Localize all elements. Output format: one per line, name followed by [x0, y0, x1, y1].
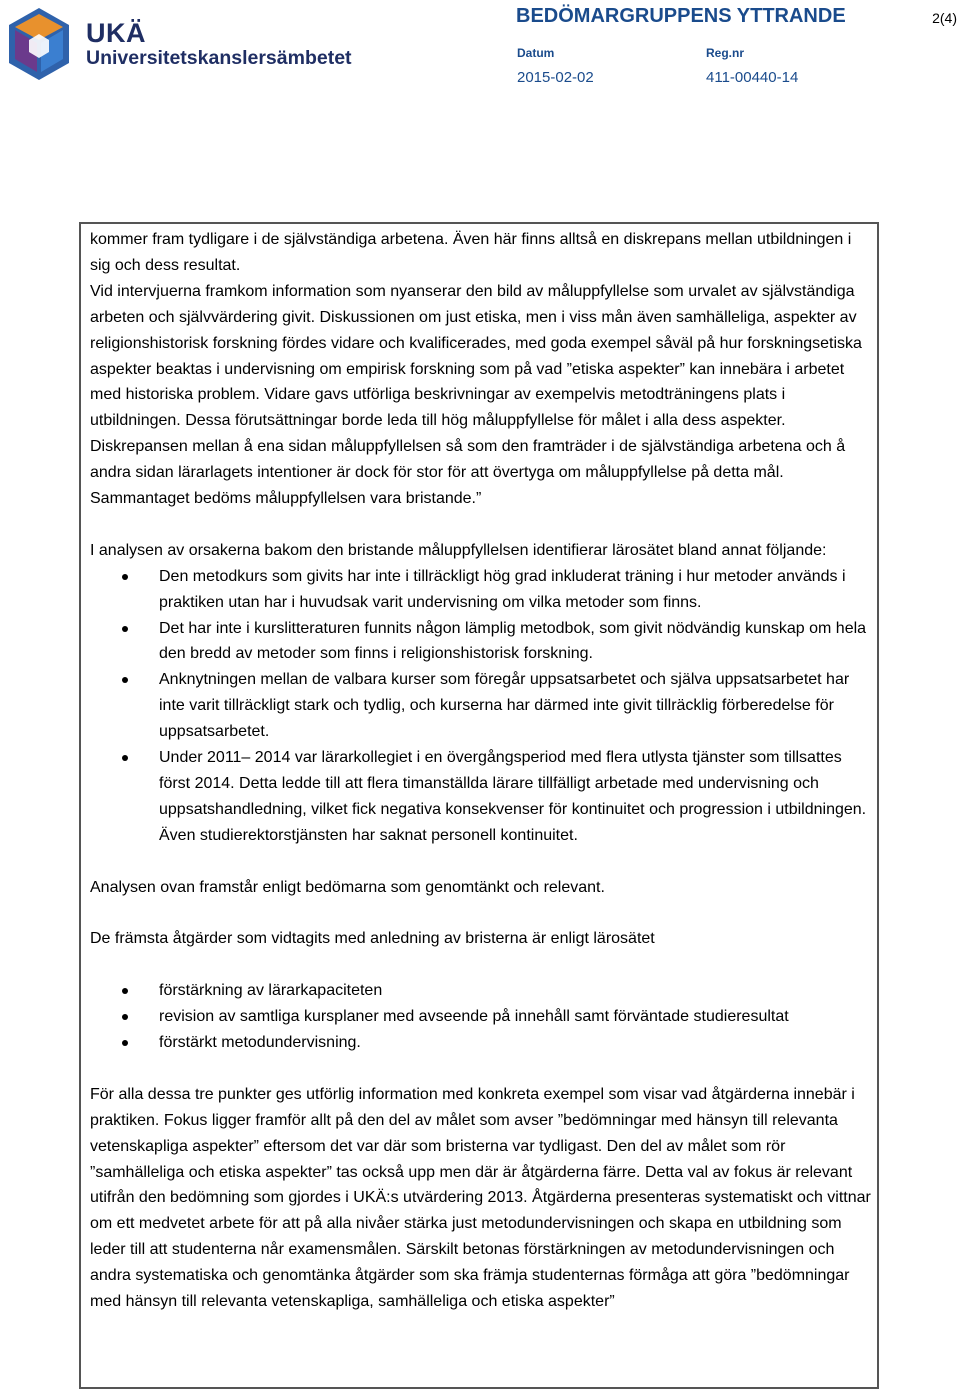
list-item: förstärkt metodundervisning.	[90, 1030, 872, 1056]
paragraph-continuation: kommer fram tydligare i de självständiga arbetena. Även här finns alltså en diskrepans mellan utbildningen i sig och dess resultat.	[90, 231, 852, 274]
date-value: 2015-02-02	[517, 69, 594, 86]
org-abbreviation: UKÄ	[86, 18, 146, 48]
date-label: Datum	[517, 46, 555, 60]
paragraph-analysis-intro: I analysen av orsakerna bakom den bristande måluppfyllelsen identifierar lärosätet bland annat följande:	[90, 541, 827, 559]
list-item: revision av samtliga kursplaner med avseende på innehåll samt förväntade studieresultat	[90, 1004, 872, 1030]
list-item: Anknytningen mellan de valbara kurser som föregår uppsatsarbetet och själva uppsatsarbetet har inte varit tillräckligt stark och tydlig, och kurserna har därmed inte givit tillräcklig förberedelse för uppsatsarbetet.	[90, 667, 872, 745]
list-item: Den metodkurs som givits har inte i tillräckligt hög grad inkluderat träning i hur metoder används i praktiken utan har i huvudsak varit undervisning om vilka metoder som finns.	[90, 564, 872, 616]
org-name: Universitetskanslersämbetet	[86, 47, 352, 69]
list-item: Under 2011– 2014 var lärarkollegiet i en övergångsperiod med flera utlysta tjänster som tillsattes först 2014. Detta ledde till att flera timanställda lärare tillfälligt arbetade med undervisning och uppsatshandledning, vilket fick negativa konsekvenser för kontinuitet och progression i utbildningen. Även studierektorstjänsten har saknat personell kontinuitet.	[90, 745, 872, 849]
document-title: BEDÖMARGRUPPENS YTTRANDE	[516, 5, 846, 27]
measures-list	[90, 978, 872, 1056]
spacer	[90, 952, 872, 978]
document-body	[90, 227, 872, 1315]
list-item: Det har inte i kurslitteraturen funnits någon lämplig metodbok, som givit nödvändig kunskap om hela den bredd av metoder som finns i religionshistorisk forskning.	[90, 616, 872, 668]
uka-cube-logo-icon	[6, 6, 72, 84]
list-item: förstärkning av lärarkapaciteten	[90, 978, 872, 1004]
paragraph-interviews: Vid intervjuerna framkom information som nyanserar den bild av måluppfyllelse som urvalet av självständiga arbeten och självvärdering givit. Diskussionen om just etiska, men i viss mån även samhälleliga, aspekter av religionshistorisk forskning fördes vidare och kvalificerades, med goda exempel såväl på hur forskningsetiska aspekter beaktas i undervisning om empirisk forskning som på vad ”etiska aspekter” kan innebära i arbetet med historiska problem. Vidare gavs utförliga beskrivningar av exempelvis metodträningens plats i utbildningen. Dessa förutsättningar borde leda till hög måluppfyllelse för målet i alla dess aspekter. Diskrepansen mellan å ena sidan måluppfyllelsen så som den framträder i de självständiga arbetena och å andra sidan lärarlagets intentioner är dock för stor för att övertyga om måluppfyllelse på detta mål. Sammantaget bedöms måluppfyllelsen vara bristande.”	[90, 282, 862, 508]
regnr-label: Reg.nr	[706, 46, 745, 60]
regnr-value: 411-00440-14	[706, 69, 799, 86]
paragraph-measures-detail: För alla dessa tre punkter ges utförlig information med konkreta exempel som visar vad åtgärderna innebär i praktiken. Fokus ligger framför allt på den del av målet som avser ”bedömningar med hänsyn till relevanta vetenskapliga aspekter” eftersom det var där som bristerna var tydligast. Den del av målet som rör ”samhälleliga och etiska aspekter” tas också upp men där är åtgärderna färre. Detta val av fokus är relevant utifrån den bedömning som gjordes i UKÄ:s utvärdering 2013. Åtgärderna presenteras systematiskt och vittnar om ett medvetet arbete för att på alla nivåer stärka just metodundervisningen och skapa en utbildning som leder till att studenterna når examensmålen. Särskilt betonas förstärkningen av metodundervisningen och andra systematiska och genomtänka åtgärder som ska främja studenternas förmåga att göra ”bedömningar med hänsyn till relevanta vetenskapliga, samhälleliga och etiska aspekter”	[90, 1085, 871, 1311]
page-indicator: 2(4)	[932, 10, 957, 26]
paragraph-assessment: Analysen ovan framstår enligt bedömarna som genomtänkt och relevant.	[90, 878, 605, 896]
paragraph-measures-intro: De främsta åtgärder som vidtagits med anledning av bristerna är enligt lärosätet	[90, 930, 655, 948]
causes-list	[90, 564, 872, 849]
